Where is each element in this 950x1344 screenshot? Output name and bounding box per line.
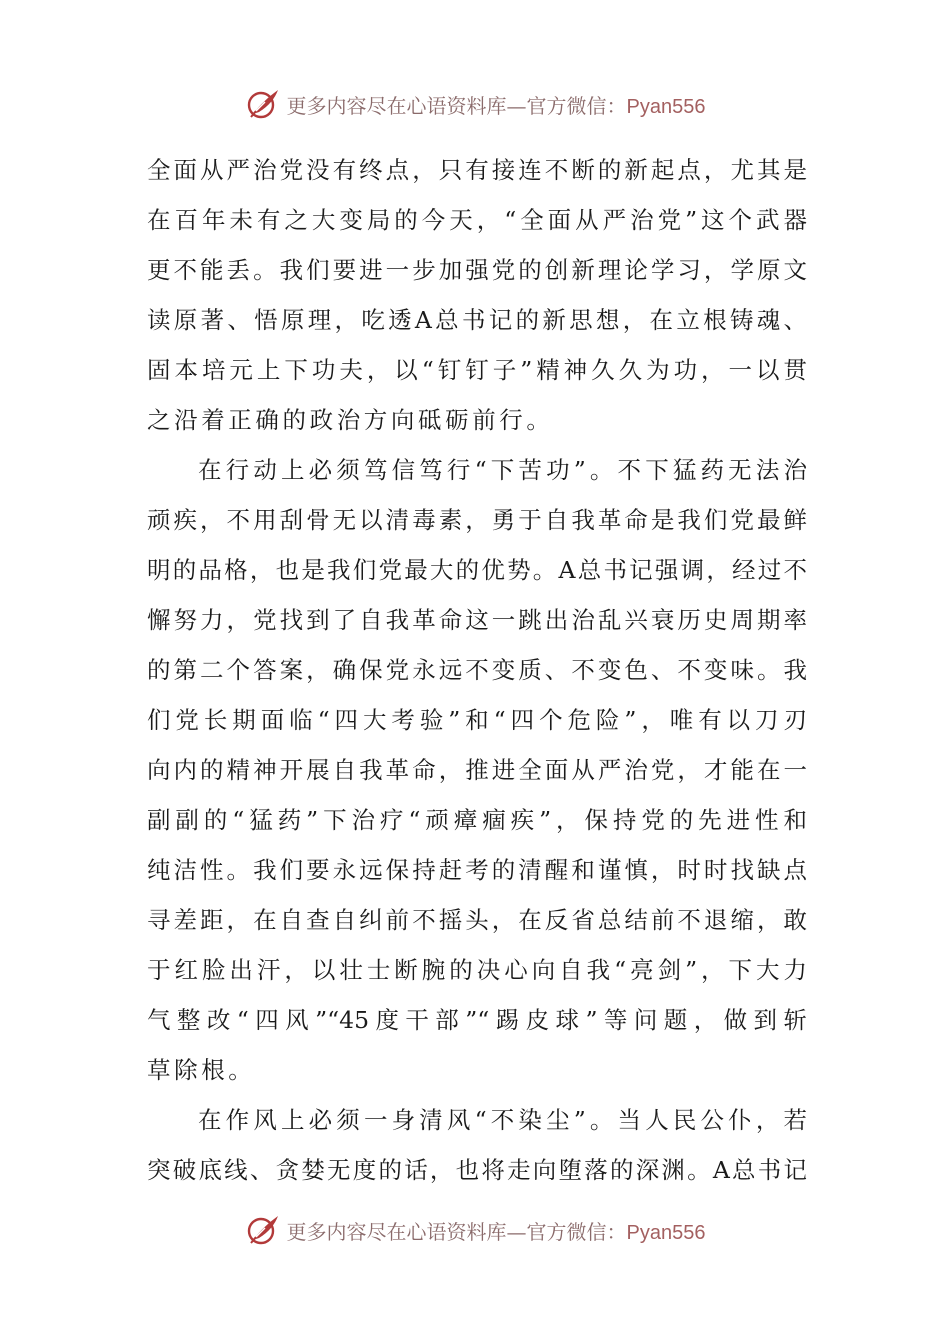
wechat-id: Pyan556 [626,95,706,118]
text-line: 之沿着正确的政治方向砥砺前行。 [147,406,554,434]
text-line: 明的品格，也是我们党最大的优势。A总书记强调，经过不 [147,556,807,584]
text-line: 更不能丢。我们要进一步加强党的创新理论学习，学原文 [147,256,807,284]
text-line: 寻差距，在自查自纠前不摇头，在反省总结前不退缩，敢 [147,906,807,934]
text-line: 固本培元上下功夫，以“钉钉子”精神久久为功，一以贯 [147,356,807,384]
wechat-id: Pyan556 [626,1221,706,1244]
text-line: 纯洁性。我们要永远保持赶考的清醒和谨慎，时时找缺点 [147,856,807,884]
text-line: 的第二个答案，确保党永远不变质、不变色、不变味。我 [147,656,807,684]
banner-text: 更多内容尽在心语资料库—官方微信：Pyan556 [286,93,706,118]
text-line: 副副的“猛药”下治疗“顽瘴痼疾”，保持党的先进性和 [147,806,807,834]
text-line: 们党长期面临“四大考验”和“四个危险”，唯有以刀刃 [147,706,807,734]
text-line: 突破底线、贪婪无度的话，也将走向堕落的深渊。A总书记 [147,1156,807,1184]
text-line: 读原著、悟原理，吃透A总书记的新思想，在立根铸魂、 [147,306,807,334]
banner-text: 更多内容尽在心语资料库—官方微信：Pyan556 [286,1219,706,1244]
text-line: 懈努力，党找到了自我革命这一跳出治乱兴衰历史周期率 [147,606,807,634]
quill-logo-icon [245,86,281,122]
text-line: 在行动上必须笃信笃行“下苦功”。不下猛药无法治 [198,456,807,484]
quill-logo-icon [245,1212,281,1248]
text-line: 于红脸出汗，以壮士断腕的决心向自我“亮剑”，下大力 [147,956,807,984]
text-line: 草除根。 [147,1056,256,1084]
text-line: 气整改“四风”“45度干部”“踢皮球”等问题，做到斩 [147,1006,807,1034]
text-line: 在百年未有之大变局的今天，“全面从严治党”这个武器 [147,206,807,234]
header-banner [0,84,950,124]
text-line: 顽疾，不用刮骨无以清毒素，勇于自我革命是我们党最鲜 [147,506,807,534]
document-body [147,145,807,1195]
text-line: 向内的精神开展自我革命，推进全面从严治党，才能在一 [147,756,807,784]
text-line: 在作风上必须一身清风“不染尘”。当人民公仆，若 [198,1106,807,1134]
footer-banner [0,1210,950,1250]
text-line: 全面从严治党没有终点，只有接连不断的新起点，尤其是 [147,156,807,184]
